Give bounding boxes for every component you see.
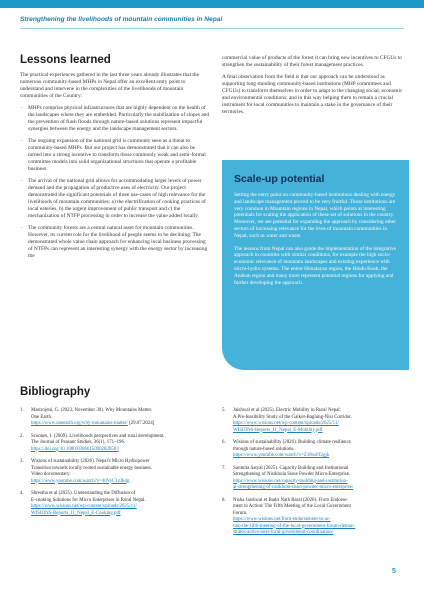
- reference-link[interactable]: https://www.wisions.net/wp-content/uploads/2025/11/: [31, 504, 137, 509]
- scale-up-paragraph: Setting the entry point on community-based institutions dealing with energy and landscape management proved to be very fruitful. Those institutions are very common in Mountain regions in Nepal, which points at interesting potentials for scaling the application of these set of solutions in the country. Moreover, we see potential for expanding the approach by considering other sectors of increasing relevance for the lives of mountain communities in Nepal, such as water and waste.: [234, 192, 396, 239]
- bibliography-entry: 1. Mastrojeni, G. (2023, November 30). Why Mountains Matter. One Earth. https://www.oneearth.org/why-mountains-matter/ [29.07.2024]: [20, 408, 155, 426]
- lessons-heading: Lessons learned: [20, 54, 111, 66]
- reference-link[interactable]: tion-the-fifth-meeting-of-the-local-government-forum-demon-: [233, 523, 356, 529]
- reference-link[interactable]: WISIONS-Reports_I1_Nepal_E-Cooking.pdf: [31, 510, 121, 516]
- reference-link[interactable]: https://www.wisions.net/capacity-building-and-institution-: [233, 478, 348, 484]
- bibliography-right-column: [222, 408, 409, 543]
- reference-link[interactable]: WISIONS-Reports_I1_Nepal_E-Mobility.pdf: [233, 427, 323, 433]
- lesson-bullet: · MHPs comprise physical infrastructures that are highly dependent on the health of the landscapes where they are embedded. Particularly the stabilization of slopes and the prevention of flash floods through nature-based solutions represent impactful synergies between the energy and the landscape management sectors.: [21, 105, 210, 132]
- bibliography-entry: 8. Nisha Jaishwal et Badri Nath Baral (2026). From Endorse- ment to Action: The Fifth Meeting of the Local Government Forum. https://www.wisions.net/from-endorsement-to-ac- tion-the-fifth-meeting-of-the-local-government-forum-demon- strates-active-inter-local-government-coordination/: [222, 498, 409, 537]
- page-number: 5: [392, 568, 396, 575]
- bibliography-entry: 2. Scoones, I. (2009). Livelihoods perspectives and rural development. The Journal of Peasant Studies, 36(1), 171–196. https://doi.org/10.1080/03066150902820503: [20, 434, 210, 454]
- lessons-continuation: commercial value of products of the forest it can bring new incentives to CFGUs to strengthen the sustainability of their forest management practices.: [222, 55, 402, 68]
- reference-link[interactable]: https://www.youtube.com/watch?v=40VyC1zJkdg: [31, 478, 130, 484]
- reference-link[interactable]: strates-active-inter-local-government-coordination/: [233, 530, 334, 535]
- reference-link[interactable]: https://www.wisions.net/from-endorsement-to-ac-: [233, 517, 331, 522]
- bibliography-heading: Bibliography: [20, 386, 91, 398]
- bibliography-left-column: [20, 408, 210, 523]
- lessons-final-observation: A final observation from the field is that our approach can be understood as supporting long standing community-based institutions (MHP committees and CFGUs) to transform themselves in order to adapt to the changing social, economic and environmental conditions; and in this way helping them to remain a crucial instrument for local communities to maintain a stake in the governance of their territories.: [222, 74, 403, 115]
- bibliography-entry: 5. Jaishwal et al (2025). Electric Mobility in Rural Nepal: A Pre-feasibility Study of the Galkot-Baglung-Nisi Corridor. https://www.wisions.net/wp-content/uploads/2025/11/ WISIONS-Reports_I1_Nepal_E-Mobility.pdf: [222, 408, 409, 434]
- reference-link[interactable]: https://www.wisions.net/wp-content/uploads/2025/11/: [233, 421, 339, 426]
- reference-link[interactable]: al-strengthening-of-nisikhola-sisno-powder-micro-enterprise/: [233, 485, 354, 490]
- lessons-intro: The practical experiences gathered in the last three years already illustrates that the numerous community-based MHPs in Nepal offer an excellent entry point to understand and intervene in the complexities of the livelihoods of mountain communities of the Country:: [20, 72, 200, 99]
- lessons-left-column: [20, 72, 210, 265]
- lesson-bullet: · The community forests are a central natural asset for mountain communities. However, its current role for the livelihood of people seems to be declining. The demonstrated whole value chain approach for enhancing local business processing of NTFPs can represent an interesting synergy with the energy sector by increasing the: [21, 225, 208, 259]
- scale-up-callout: [222, 160, 409, 370]
- top-accent-bar: [0, 0, 424, 8]
- scale-up-paragraph: The lessons from Nepal can also guide the implementation of the integrative approach in countries with similar conditions, for example the high socio-economic relevance of mountain landscapes and existing experience with micro-hydro systems. The entire Himalayan region, the Hindu Kush, the Andean region and many more represent potential regions for applying and further developing the approach.: [234, 245, 396, 286]
- lesson-bullet: · The arrival of the national grid allows for accommodating larger levels of power demand and the propagation of productive uses of electricity. Our project demonstrated the significant potentials of three use-cases of high relevance for the livelihoods of mountain communities: a) the electrification of cooking practices of local eateries, b) the urgent improvement of public transport and c) the mechanization of NTFP processing in order to increase the value added locally.: [21, 178, 206, 219]
- scale-up-title: Scale-up potential: [234, 173, 325, 185]
- bibliography-entry: 3. Wisions of sustainability (2026). Nepal's Micro Hydropower Transition towards locally rooted sustainable energy business. Video documentary: https://www.youtube.com/watch?v=40VyC1zJkdg: [20, 459, 210, 485]
- lesson-bullet: · The ongoing expansion of the national grid is commonly seen as a threat to community-based MHPs. But our project has demonstrated that it can also be turned into a strong incentive to transform those commonly weak and semi-formal committee models into solid organizational structures that operate a profitable business.: [21, 138, 206, 172]
- lessons-right-column: [222, 55, 409, 121]
- reference-link[interactable]: https://doi.org/10.1080/03066150902820503: [31, 446, 119, 452]
- header-divider: [20, 28, 404, 29]
- running-header: Strengthening the livelihoods of mountain communities in Nepal: [20, 16, 223, 23]
- reference-link[interactable]: https://www.youtube.com/watch?v=Z18xsFf2gjk: [233, 453, 330, 458]
- bibliography-entry: 6. Wisions of sustainability (2026). Building climate resilience through nature-based solutions. https://www.youtube.com/watch?v=Z18xsFf2gjk: [222, 440, 409, 460]
- bibliography-entry: 7. Sunmita Satyal (2025). Capacity Building and Institutional Strengthening of Nisikhola Sisne Powder Micro-Enterprise. https://www.wisions.net/capacity-building-and-institution- al-strengthening-of-nisikhola-sisno-powder-micro-enterprise/: [222, 466, 409, 492]
- reference-link[interactable]: https://www.oneearth.org/why-mountains-matter/: [31, 421, 128, 426]
- bibliography-entry: 4. Shrestha et al (2025). Understanding the Diffusion of E-cooking Solutions for Micro Enterprises in Rural Nepal. https://www.wisions.net/wp-content/uploads/2025/11/ WISIONS-Reports_I1_Nepal_E-Cooking.pdf: [20, 491, 210, 517]
